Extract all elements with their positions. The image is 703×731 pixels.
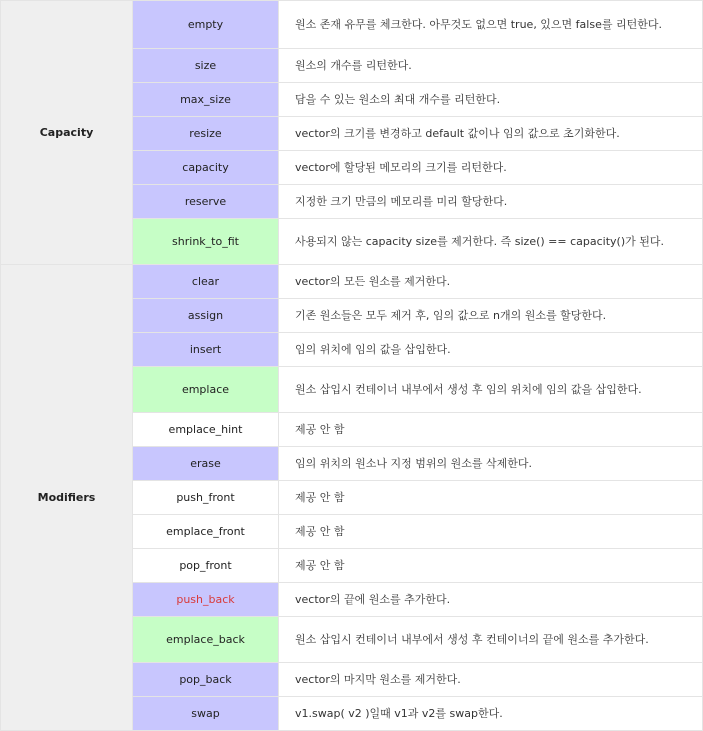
- function-name-cell: clear: [133, 265, 279, 299]
- description-cell: vector의 모든 원소를 제거한다.: [279, 265, 703, 299]
- function-name-cell: pop_front: [133, 549, 279, 583]
- function-name-cell: erase: [133, 447, 279, 481]
- description-cell: 지정한 크기 만큼의 메모리를 미리 할당한다.: [279, 185, 703, 219]
- description-cell: 원소 삽입시 컨테이너 내부에서 생성 후 컨테이너의 끝에 원소를 추가한다.: [279, 617, 703, 663]
- category-cell: Capacity: [1, 1, 133, 265]
- function-name-cell: capacity: [133, 151, 279, 185]
- function-name-cell: size: [133, 49, 279, 83]
- table-row: [1, 1, 703, 49]
- function-name-cell: reserve: [133, 185, 279, 219]
- function-name-cell: max_size: [133, 83, 279, 117]
- table-body: [1, 1, 703, 731]
- function-name-cell: emplace_back: [133, 617, 279, 663]
- description-cell: 제공 안 함: [279, 515, 703, 549]
- function-name-cell: resize: [133, 117, 279, 151]
- description-cell: vector의 마지막 원소를 제거한다.: [279, 663, 703, 697]
- function-name-cell: emplace: [133, 367, 279, 413]
- description-cell: 기존 원소들은 모두 제거 후, 임의 값으로 n개의 원소를 할당한다.: [279, 299, 703, 333]
- table-row: [1, 265, 703, 299]
- function-name-cell: empty: [133, 1, 279, 49]
- description-cell: 원소의 개수를 리턴한다.: [279, 49, 703, 83]
- function-name-cell: shrink_to_fit: [133, 219, 279, 265]
- description-cell: 제공 안 함: [279, 413, 703, 447]
- description-cell: vector에 할당된 메모리의 크기를 리턴한다.: [279, 151, 703, 185]
- description-cell: 담을 수 있는 원소의 최대 개수를 리턴한다.: [279, 83, 703, 117]
- description-cell: 사용되지 않는 capacity size를 제거한다. 즉 size() == capacity()가 된다.: [279, 219, 703, 265]
- description-cell: 원소 존재 유무를 체크한다. 아무것도 없으면 true, 있으면 false를 리턴한다.: [279, 1, 703, 49]
- category-cell: Modifiers: [1, 265, 133, 731]
- description-cell: 원소 삽입시 컨테이너 내부에서 생성 후 임의 위치에 임의 값을 삽입한다.: [279, 367, 703, 413]
- description-cell: 임의 위치에 임의 값을 삽입한다.: [279, 333, 703, 367]
- description-cell: vector의 크기를 변경하고 default 값이나 임의 값으로 초기화한다.: [279, 117, 703, 151]
- function-name-cell: push_back: [133, 583, 279, 617]
- function-name-cell: swap: [133, 697, 279, 731]
- description-cell: 제공 안 함: [279, 481, 703, 515]
- function-name-cell: push_front: [133, 481, 279, 515]
- function-name-cell: assign: [133, 299, 279, 333]
- description-cell: vector의 끝에 원소를 추가한다.: [279, 583, 703, 617]
- function-name-cell: insert: [133, 333, 279, 367]
- description-cell: 제공 안 함: [279, 549, 703, 583]
- function-name-cell: emplace_front: [133, 515, 279, 549]
- function-name-cell: pop_back: [133, 663, 279, 697]
- function-name-cell: emplace_hint: [133, 413, 279, 447]
- description-cell: v1.swap( v2 )일때 v1과 v2를 swap한다.: [279, 697, 703, 731]
- description-cell: 임의 위치의 원소나 지정 범위의 원소를 삭제한다.: [279, 447, 703, 481]
